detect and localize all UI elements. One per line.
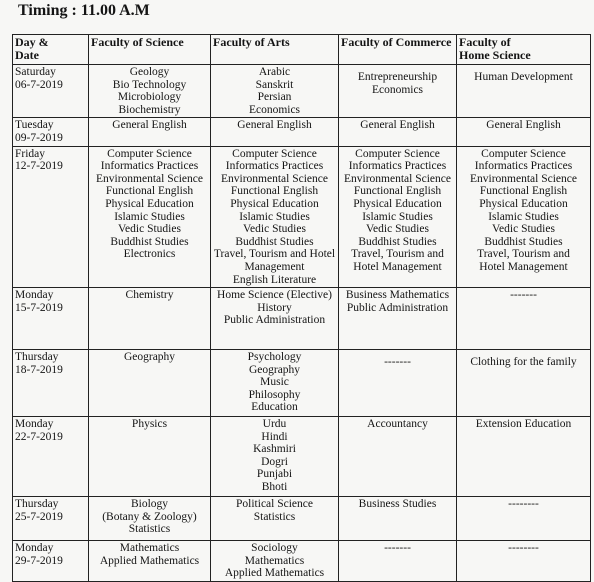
header-arts [211, 35, 339, 65]
science-cell [89, 118, 211, 146]
day-cell [13, 497, 89, 541]
cell-line: Punjabi [256, 468, 293, 481]
cell-line: Hindi [261, 430, 288, 443]
cell-line: Management [244, 260, 305, 273]
cell-line: Travel, Tourism and Hotel [213, 248, 336, 261]
cell-line: ------- [510, 289, 537, 302]
cell-line: Buddhist Studies [110, 235, 189, 248]
arts-cell [211, 497, 339, 541]
cell-line: Environmental Science [470, 172, 577, 185]
cell-line: Travel, Tourism and [477, 248, 570, 261]
cell-line: Monday [15, 542, 54, 555]
cell-line: Islamic Studies [488, 210, 559, 223]
cell-line: -------- [508, 498, 539, 511]
cell-line: Psychology [247, 351, 302, 364]
cell-line: Computer Science [107, 147, 192, 160]
arts-cell [211, 417, 339, 497]
cell-line: Monday [15, 289, 54, 302]
home-science-cell [457, 350, 591, 417]
cell-line: Dogri [261, 455, 288, 468]
cell-line: Date [15, 48, 39, 62]
cell-line: Saturday [15, 66, 56, 78]
cell-line: Clothing for the family [470, 356, 577, 369]
cell-line: Political Science [236, 498, 313, 511]
cell-line: Day & [15, 35, 49, 49]
schedule-row [13, 497, 591, 541]
commerce-cell [339, 350, 457, 417]
cell-line: ------- [384, 542, 411, 555]
cell-line: General English [112, 119, 187, 132]
science-cell [89, 417, 211, 497]
cell-line: 22-7-2019 [15, 430, 63, 443]
cell-line: Entrepreneurship [357, 71, 438, 83]
schedule-row [13, 541, 591, 582]
cell-line: Thursday [15, 498, 59, 511]
cell-line: Statistics [253, 510, 296, 523]
header-day [13, 35, 89, 65]
cell-line: Geography [123, 351, 176, 364]
cell-line: Mathematics [119, 542, 180, 555]
cell-line: Faculty of [459, 35, 511, 49]
cell-line: Functional English [353, 185, 442, 198]
cell-line: Computer Science [232, 147, 317, 160]
schedule-row [13, 350, 591, 417]
cell-line: 18-7-2019 [15, 363, 63, 376]
cell-line: Physical Education [230, 197, 319, 210]
cell-line: (Botany & Zoology) [102, 510, 197, 523]
science-cell [89, 288, 211, 350]
cell-line: Informatics Practices [474, 160, 573, 173]
cell-line: Vedic Studies [118, 223, 181, 236]
header-commerce [339, 35, 457, 65]
cell-line: Public Administration [223, 314, 326, 327]
day-cell [13, 350, 89, 417]
header-science [89, 35, 211, 65]
cell-line: 12-7-2019 [15, 160, 63, 173]
cell-line: Geography [248, 363, 301, 376]
arts-cell [211, 350, 339, 417]
schedule-table [12, 34, 591, 582]
cell-line: Informatics Practices [100, 160, 199, 173]
cell-line: Faculty of Science [91, 35, 184, 49]
cell-line: 25-7-2019 [15, 510, 63, 523]
cell-line: Faculty of Commerce [341, 35, 452, 49]
cell-line: Education [251, 401, 298, 414]
cell-line: Informatics Practices [348, 160, 447, 173]
home-science-cell [457, 65, 591, 118]
cell-line: General English [360, 119, 435, 132]
cell-line: Business Studies [358, 498, 437, 511]
cell-line: Chemistry [125, 289, 174, 302]
commerce-cell [339, 417, 457, 497]
cell-line: Sanskrit [255, 78, 294, 91]
science-cell [89, 146, 211, 288]
cell-line: Thursday [15, 351, 59, 364]
cell-line: Public Administration [346, 301, 449, 314]
header-home-science [457, 35, 591, 65]
day-cell [13, 288, 89, 350]
cell-line: Buddhist Studies [235, 235, 314, 248]
home-science-cell [457, 497, 591, 541]
cell-line: Environmental Science [221, 172, 328, 185]
home-science-cell [457, 288, 591, 350]
cell-line: 15-7-2019 [15, 301, 63, 314]
schedule-row [13, 417, 591, 497]
schedule-row [13, 288, 591, 350]
cell-line: Persian [257, 91, 292, 104]
cell-line: Hotel Management [479, 260, 568, 273]
cell-line: Home Science [459, 48, 531, 62]
cell-line: Mathematics [244, 554, 305, 567]
cell-line: Buddhist Studies [358, 235, 437, 248]
cell-line: Applied Mathematics [224, 567, 325, 580]
cell-line: History [257, 301, 292, 314]
schedule-body [13, 65, 591, 582]
cell-line: Vedic Studies [243, 223, 306, 236]
day-cell [13, 541, 89, 582]
commerce-cell [339, 118, 457, 146]
cell-line: Sociology [251, 542, 298, 555]
cell-line: English Literature [232, 273, 317, 286]
cell-line: Buddhist Studies [484, 235, 563, 248]
cell-line: Vedic Studies [492, 223, 555, 236]
arts-cell [211, 146, 339, 288]
cell-line: General English [486, 119, 561, 132]
cell-line: Monday [15, 418, 54, 431]
commerce-cell [339, 288, 457, 350]
cell-line: Faculty of Arts [213, 35, 290, 49]
cell-line: Friday [15, 147, 46, 160]
cell-line: Islamic Studies [239, 210, 310, 223]
header-row [13, 35, 591, 65]
science-cell [89, 350, 211, 417]
cell-line: Human Development [474, 71, 573, 83]
cell-line: Computer Science [355, 147, 440, 160]
home-science-cell [457, 541, 591, 582]
cell-line: Environmental Science [344, 172, 451, 185]
cell-line: 29-7-2019 [15, 554, 63, 567]
cell-line: Home Science (Elective) [217, 289, 332, 302]
cell-line: Functional English [479, 185, 568, 198]
cell-line: -------- [508, 542, 539, 555]
day-cell [13, 417, 89, 497]
schedule-row [13, 146, 591, 288]
cell-line: Physical Education [479, 197, 568, 210]
arts-cell [211, 288, 339, 350]
cell-line: Bio Technology [112, 78, 187, 91]
arts-cell [211, 118, 339, 146]
cell-line: Extension Education [475, 418, 572, 431]
commerce-cell [339, 541, 457, 582]
arts-cell [211, 541, 339, 582]
home-science-cell [457, 118, 591, 146]
day-cell [13, 65, 89, 118]
schedule-row [13, 65, 591, 118]
home-science-cell [457, 417, 591, 497]
cell-line: Physics [131, 418, 168, 431]
cell-line: General English [237, 119, 312, 132]
schedule-row [13, 118, 591, 146]
science-cell [89, 497, 211, 541]
cell-line: Environmental Science [96, 172, 203, 185]
cell-line: Travel, Tourism and [351, 248, 444, 261]
science-cell [89, 541, 211, 582]
cell-line: Bhoti [261, 481, 288, 494]
science-cell [89, 65, 211, 118]
cell-line: Economics [248, 103, 301, 116]
cell-line: Biochemistry [118, 103, 181, 116]
cell-line: Vedic Studies [366, 223, 429, 236]
cell-line: Islamic Studies [362, 210, 433, 223]
cell-line: Functional English [105, 185, 194, 198]
commerce-cell [339, 65, 457, 118]
cell-line: Arabic [258, 66, 291, 78]
cell-line: Biology [130, 498, 169, 511]
cell-line: Electronics [123, 248, 176, 261]
cell-line: Applied Mathematics [99, 554, 200, 567]
cell-line: Economics [371, 83, 424, 96]
cell-line: Tuesday [15, 119, 54, 132]
day-cell [13, 118, 89, 146]
commerce-cell [339, 497, 457, 541]
cell-line: ------- [384, 356, 411, 369]
cell-line: Islamic Studies [114, 210, 185, 223]
cell-line: 09-7-2019 [15, 131, 63, 144]
commerce-cell [339, 146, 457, 288]
cell-line: Functional English [230, 185, 319, 198]
cell-line: Music [260, 376, 289, 389]
cell-line: Physical Education [105, 197, 194, 210]
cell-line: Informatics Practices [225, 160, 324, 173]
home-science-cell [457, 146, 591, 288]
cell-line: Hotel Management [353, 260, 442, 273]
arts-cell [211, 65, 339, 118]
cell-line: Computer Science [481, 147, 566, 160]
timing-heading: Timing : 11.00 A.M [18, 2, 150, 19]
cell-line: Accountancy [367, 418, 428, 431]
cell-line: Statistics [128, 523, 171, 536]
cell-line: 06-7-2019 [15, 78, 63, 91]
day-cell [13, 146, 89, 288]
cell-line: Geology [129, 66, 170, 78]
cell-line: Microbiology [117, 91, 182, 104]
cell-line: Business Mathematics [345, 289, 450, 302]
cell-line: Kashmiri [253, 443, 296, 456]
cell-line: Physical Education [353, 197, 442, 210]
cell-line: Urdu [262, 418, 287, 431]
cell-line: Philosophy [248, 388, 301, 401]
